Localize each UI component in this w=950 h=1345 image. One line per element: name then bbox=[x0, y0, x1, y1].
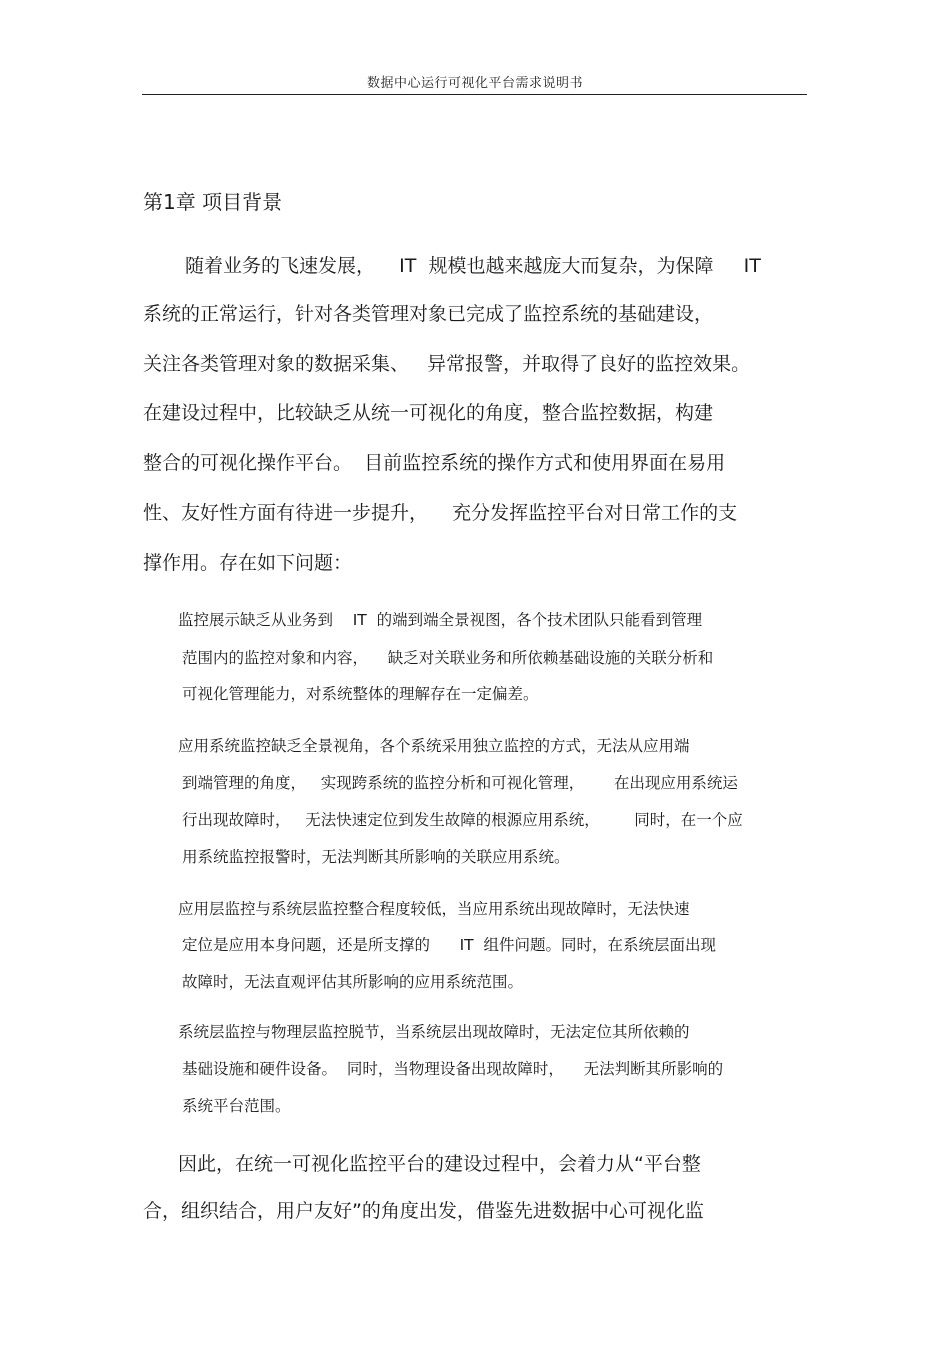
paragraph-line: 关注各类管理对象的数据采集、 异常报警，并取得了良好的监控效果。 bbox=[143, 353, 751, 375]
issue-line: 定位是应用本身问题，还是所支撑的 IT 组件问题。同时，在系统层面出现 bbox=[182, 936, 716, 954]
paragraph-line: 性、友好性方面有待进一步提升， 充分发挥监控平台对日常工作的支 bbox=[143, 502, 738, 524]
issue-line: 监控展示缺乏从业务到 IT 的端到端全景视图，各个技术团队只能看到管理 bbox=[178, 611, 703, 629]
issue-line: 应用层监控与系统层监控整合程度较低，当应用系统出现故障时，无法快速 bbox=[178, 900, 690, 918]
paragraph-line: 因此，在统一可视化监控平台的建设过程中，会着力从“平台整 bbox=[178, 1153, 701, 1175]
issue-line: 基础设施和硬件设备。 同时，当物理设备出现故障时， 无法判断其所影响的 bbox=[182, 1060, 724, 1078]
issue-line: 用系统监控报警时，无法判断其所影响的关联应用系统。 bbox=[182, 848, 570, 866]
page-header-title: 数据中心运行可视化平台需求说明书 bbox=[366, 76, 583, 91]
issue-line: 行出现故障时， 无法快速定位到发生故障的根源应用系统， 同时，在一个应 bbox=[182, 811, 743, 829]
issue-line: 应用系统监控缺乏全景视角，各个系统采用独立监控的方式，无法从应用端 bbox=[178, 737, 690, 755]
paragraph-line: 随着业务的飞速发展， IT 规模也越来越庞大而复杂，为保障 IT bbox=[185, 255, 761, 277]
paragraph-line: 撑作用。存在如下问题： bbox=[143, 552, 353, 574]
paragraph-line: 系统的正常运行，针对各类管理对象已完成了监控系统的基础建设， bbox=[143, 303, 714, 325]
paragraph-line: 合，组织结合，用户友好”的角度出发，借鉴先进数据中心可视化监 bbox=[143, 1200, 704, 1222]
issue-line: 可视化管理能力，对系统整体的理解存在一定偏差。 bbox=[182, 685, 539, 703]
paragraph-line: 整合的可视化操作平台。 目前监控系统的操作方式和使用界面在易用 bbox=[143, 452, 726, 474]
issue-line: 故障时，无法直观评估其所影响的应用系统范围。 bbox=[182, 973, 524, 991]
issue-line: 系统层监控与物理层监控脱节，当系统层出现故障时，无法定位其所依赖的 bbox=[178, 1023, 690, 1041]
issue-line: 到端管理的角度， 实现跨系统的监控分析和可视化管理， 在出现应用系统运 bbox=[182, 774, 738, 792]
paragraph-line: 在建设过程中，比较缺乏从统一可视化的角度，整合监控数据，构建 bbox=[143, 402, 714, 424]
issue-line: 系统平台范围。 bbox=[182, 1097, 291, 1115]
issue-line: 范围内的监控对象和内容， 缺乏对关联业务和所依赖基础设施的关联分析和 bbox=[182, 649, 714, 667]
header-divider bbox=[142, 94, 807, 95]
chapter-heading: 第1章 项目背景 bbox=[143, 190, 283, 214]
